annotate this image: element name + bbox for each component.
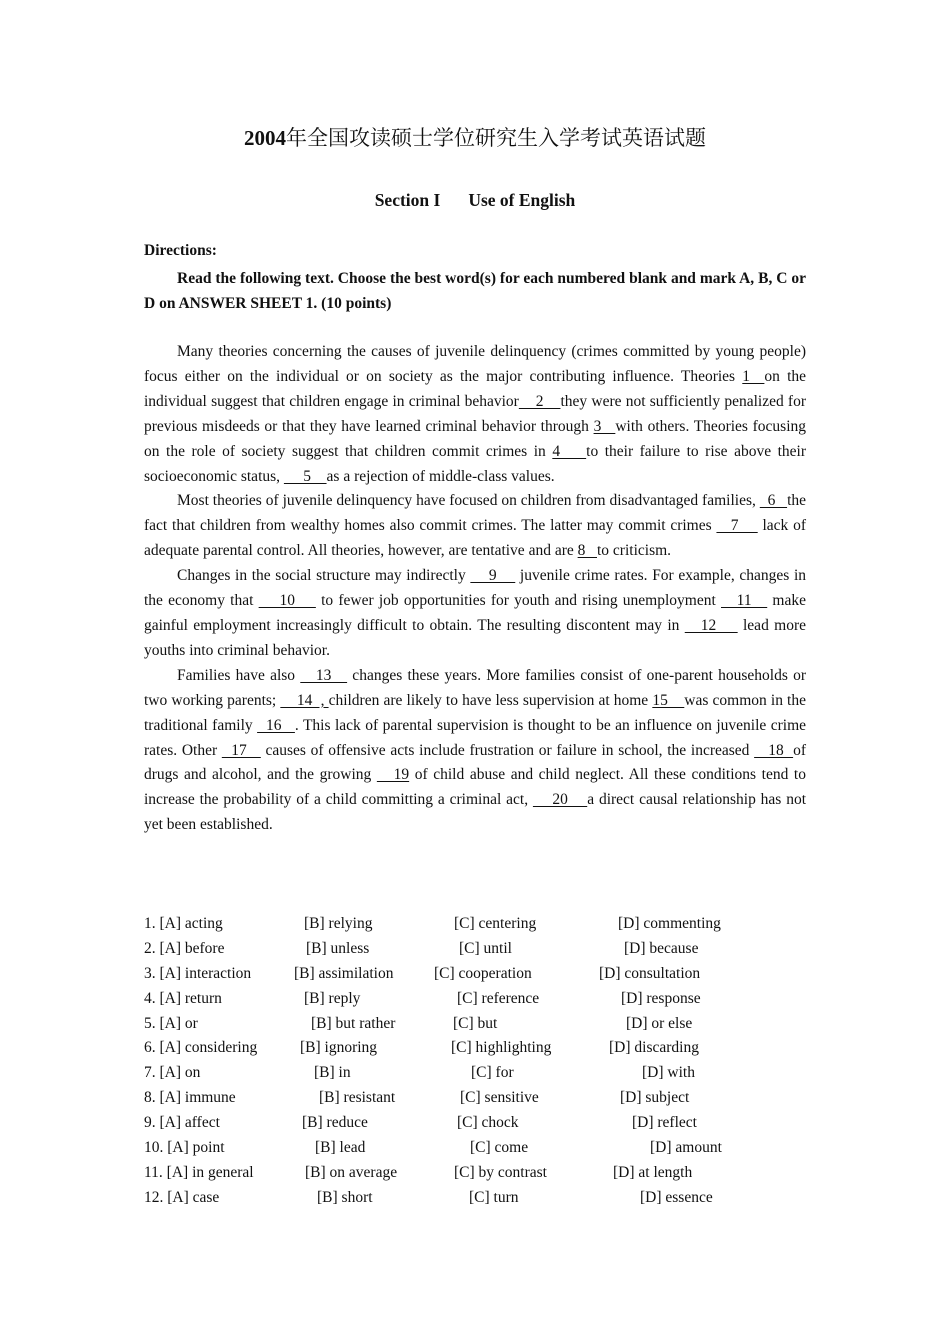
directions-heading: Directions: (144, 242, 217, 259)
passage-paragraph (144, 340, 806, 489)
numbered-blank: 5 (283, 467, 327, 485)
numbered-blank: 17 (221, 741, 261, 759)
passage-text: to their failure to rise above their socioeconomic status, (144, 442, 807, 485)
numbered-blank: 19 (376, 766, 410, 784)
section-name: Use of English (468, 190, 576, 210)
passage-text: the fact that children from wealthy homes also commit crimes. The latter may commit crimes (144, 492, 807, 535)
option-choice: [B] resistant (319, 1089, 396, 1107)
option-choice: [C] highlighting (451, 1039, 552, 1057)
passage-paragraph (144, 564, 806, 664)
passage-text: of drugs and alcohol, and the growing (144, 741, 807, 784)
directions-body: Read the following text. Choose the best word(s) for each numbered blank and mark A, B, C or D on ANSWER SHEET 1. (10 points) (144, 270, 806, 312)
option-choice: 3. [A] interaction (144, 964, 252, 982)
option-choice: [B] ignoring (300, 1039, 378, 1057)
numbered-blank: 18 (754, 741, 794, 759)
option-choice: 6. [A] considering (144, 1039, 258, 1057)
option-choice: 2. [A] before (144, 939, 225, 957)
option-row (144, 1012, 844, 1037)
numbered-blank: 8 (577, 542, 597, 560)
option-choice: [C] chock (457, 1114, 519, 1132)
numbered-blank: 20 (532, 791, 588, 809)
option-choice: [D] response (621, 989, 701, 1007)
option-choice: [C] until (459, 939, 512, 957)
option-choice: 9. [A] affect (144, 1114, 220, 1132)
option-choice: 12. [A] case (144, 1188, 220, 1206)
passage-text: Changes in the social structure may indirectly (177, 567, 471, 585)
title-text: 年全国攻读硕士学位研究生入学考试英语试题 (286, 126, 706, 150)
passage-text: Most theories of juvenile delinquency have focused on children from disadvantaged families, (177, 492, 760, 510)
numbered-blank: 11 (721, 592, 768, 610)
answer-options (144, 912, 844, 1211)
passage-paragraph (144, 664, 806, 838)
option-choice: [C] cooperation (434, 964, 532, 982)
option-choice: 5. [A] or (144, 1014, 198, 1032)
passage-text: Families have also (177, 666, 301, 684)
option-choice: [D] consultation (599, 964, 701, 982)
numbered-blank: 1 (742, 367, 765, 385)
option-choice: [D] amount (650, 1139, 722, 1157)
option-choice: [D] with (642, 1064, 695, 1082)
option-choice: [B] lead (315, 1139, 366, 1157)
passage-text: to criticism. (597, 542, 672, 560)
option-choice: [D] subject (620, 1089, 690, 1107)
option-choice: [C] by contrast (454, 1163, 547, 1181)
page-title (0, 122, 950, 152)
option-row (144, 1186, 844, 1211)
option-choice: [B] short (317, 1188, 373, 1206)
option-choice: [B] reply (304, 989, 361, 1007)
numbered-blank: 12 (684, 616, 738, 634)
option-choice: 7. [A] on (144, 1064, 201, 1082)
passage-text: changes these years. More families consist of one-parent households or two working parents; (144, 666, 807, 709)
passage-text: they were not sufficiently penalized for previous misdeeds or that they have learned criminal behavior through (144, 392, 807, 435)
option-row (144, 912, 844, 937)
section-heading (0, 190, 950, 211)
option-choice: 1. [A] acting (144, 915, 223, 932)
numbered-blank: 4 (552, 442, 587, 460)
title-year: 2004 (244, 126, 286, 150)
option-row (144, 1061, 844, 1086)
option-choice: [C] for (471, 1064, 514, 1082)
option-choice: [C] turn (469, 1188, 519, 1206)
passage-text: with others. Theories focusing on the role of society suggest that children commit crimes in (144, 417, 806, 460)
passage-text: to fewer job opportunities for youth and rising unemployment (315, 592, 721, 610)
option-choice: [B] on average (305, 1163, 398, 1181)
option-choice: [D] because (624, 939, 699, 957)
option-row (144, 1036, 844, 1061)
option-row (144, 1111, 844, 1136)
option-row (144, 987, 844, 1012)
option-choice: 10. [A] point (144, 1139, 225, 1157)
passage-text: was common in the traditional family (144, 691, 806, 734)
cloze-passage (144, 340, 806, 838)
passage-text: juvenile crime rates. For example, changes in the economy that (144, 567, 807, 610)
option-choice: [C] centering (454, 915, 537, 932)
option-row (144, 1161, 844, 1186)
passage-text: children are likely to have less supervision at home (328, 691, 653, 709)
option-choice: [B] relying (304, 915, 373, 932)
option-choice: [D] essence (640, 1188, 713, 1206)
numbered-blank: 14 , (280, 691, 329, 709)
numbered-blank: 16 (257, 716, 295, 734)
option-choice: [B] unless (306, 939, 370, 957)
passage-text: make gainful employment increasingly difficult to obtain. The resulting discontent may in (144, 592, 806, 634)
option-choice: [B] reduce (302, 1114, 368, 1132)
passage-text: lead more youths into criminal behavior. (144, 616, 807, 659)
numbered-blank: 6 (759, 492, 788, 510)
passage-text: . This lack of parental supervision is thought to be an influence on juvenile crime rates. Other (144, 716, 807, 759)
option-choice: [D] at length (613, 1163, 693, 1181)
option-row (144, 962, 844, 987)
option-choice: [C] reference (457, 989, 540, 1007)
option-choice: [D] discarding (609, 1039, 699, 1057)
option-choice: [B] assimilation (294, 964, 394, 982)
passage-paragraph (144, 489, 806, 564)
option-choice: [C] sensitive (460, 1089, 539, 1107)
option-choice: [D] commenting (618, 915, 721, 932)
option-row (144, 1086, 844, 1111)
option-choice: [B] but rather (311, 1014, 396, 1032)
numbered-blank: 10 (258, 592, 316, 610)
passage-text: as a rejection of middle-class values. (326, 467, 555, 485)
numbered-blank: 3 (593, 417, 616, 435)
passage-text: of child abuse and child neglect. All these conditions tend to increase the probability of a child committing a criminal act, (144, 766, 806, 809)
numbered-blank: 9 (470, 567, 516, 585)
passage-text: on the individual suggest that children engage in criminal behavior (144, 367, 807, 410)
option-choice: [B] in (314, 1064, 351, 1082)
option-choice: 11. [A] in general (144, 1163, 254, 1181)
passage-text: Many theories concerning the causes of juvenile delinquency (crimes committed by young people) focus either on the individual or on society as the major contributing influence. Theories (144, 343, 806, 385)
numbered-blank: 15 (652, 691, 685, 709)
passage-text: a direct causal relationship has not yet been established. (144, 791, 806, 834)
numbered-blank: 2 (518, 392, 561, 410)
section-label: Section I (374, 190, 441, 210)
option-choice: [D] or else (626, 1014, 693, 1032)
option-row (144, 1136, 844, 1161)
option-choice: 8. [A] immune (144, 1089, 236, 1107)
passage-text: lack of adequate parental control. All theories, however, are tentative and are (144, 517, 807, 560)
option-choice: [C] come (470, 1139, 529, 1157)
option-choice: [C] but (453, 1014, 498, 1032)
numbered-blank: 7 (716, 517, 758, 535)
option-row (144, 937, 844, 962)
passage-text: causes of offensive acts include frustration or failure in school, the increased (260, 741, 755, 759)
option-choice: 4. [A] return (144, 989, 222, 1007)
option-choice: [D] reflect (632, 1114, 697, 1132)
numbered-blank: 13 (300, 666, 348, 684)
